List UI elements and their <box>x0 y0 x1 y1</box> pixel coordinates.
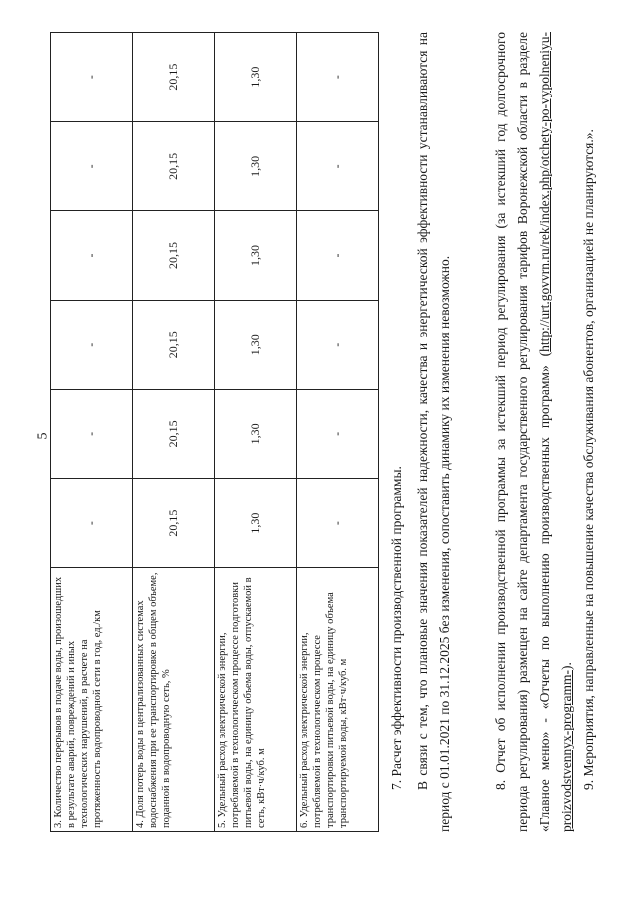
indicator-value: - <box>297 211 379 300</box>
indicator-name: 4. Доля потерь воды в централизованных системах водоснабжения при ее транспортировке в общем объеме, поданной в водопроводную сеть, % <box>133 568 215 832</box>
indicator-value: 1,30 <box>215 300 297 389</box>
report-link[interactable]: http://urt.govvrn.ru/rek/index.php/otchety-po-vypolneniyu-proizvodstvennyx-programm- <box>537 32 574 832</box>
table-row <box>133 33 215 832</box>
section-8-text: 8. Отчет об исполнении производственной программы за истекший период регулирования (за истекший год долгосрочного периода регулирования) размещен на сайте департамента государственного регулирования тарифов Воронежской области в разделе «Главное меню» - «Отчеты по выполнению производственных программ» ( <box>493 32 552 832</box>
section-8-tail: ). <box>559 662 574 671</box>
indicator-value: 20,15 <box>133 479 215 568</box>
indicator-name: 6. Удельный расход электрической энергии, потребляемой в технологическом процессе транспортировки питьевой воды, на единицу объема транспортируемой воды, кВт·ч/куб. м <box>297 568 379 832</box>
indicator-value: 1,30 <box>215 479 297 568</box>
rotated-content <box>50 32 630 832</box>
indicators-table <box>50 32 379 832</box>
section-9-paragraph: 9. Мероприятия, направленные на повышение качества обслуживания абонентов, организацией не планируются.». <box>581 129 596 790</box>
indicator-value: - <box>51 122 133 211</box>
indicator-value: 20,15 <box>133 122 215 211</box>
table-row <box>51 33 133 832</box>
section-8-paragraph <box>490 32 578 832</box>
indicator-name: 3. Количество перерывов в подаче воды, произошедших в результате аварий, повреждений и иных технологических нарушений, в расчете на протяженность водопроводной сети в год, ед./км <box>51 568 133 832</box>
indicator-value: - <box>297 33 379 122</box>
indicator-value: - <box>297 300 379 389</box>
indicator-value: 20,15 <box>133 33 215 122</box>
table-row <box>215 33 297 832</box>
indicator-value: - <box>51 389 133 478</box>
indicator-value: - <box>51 300 133 389</box>
table-row <box>297 33 379 832</box>
indicator-value: - <box>297 122 379 211</box>
indicator-value: - <box>297 389 379 478</box>
indicator-value: - <box>51 211 133 300</box>
indicator-value: - <box>51 479 133 568</box>
page-number: 5 <box>35 432 51 440</box>
section-7-heading: 7. Расчет эффективности производственной программы. <box>389 466 404 790</box>
indicator-value: 1,30 <box>215 33 297 122</box>
indicator-value: 1,30 <box>215 211 297 300</box>
indicator-value: 20,15 <box>133 300 215 389</box>
indicator-value: - <box>51 33 133 122</box>
section-7-paragraph: В связи с тем, что плановые значения показателей надежности, качества и энергетической эффективности устанавливаются на период с 01.01.2021 по 31.12.2025 без изменения, сопоставить динамику их изменения невозможно. <box>415 32 452 832</box>
indicator-value: 1,30 <box>215 389 297 478</box>
indicator-value: 20,15 <box>133 389 215 478</box>
indicator-name: 5. Удельный расход электрической энергии, потребляемой в технологическом процессе подготовки питьевой воды, на единицу объема воды, отпускаемой в сеть, кВт·ч/куб. м <box>215 568 297 832</box>
indicator-value: - <box>297 479 379 568</box>
indicator-value: 1,30 <box>215 122 297 211</box>
indicator-value: 20,15 <box>133 211 215 300</box>
